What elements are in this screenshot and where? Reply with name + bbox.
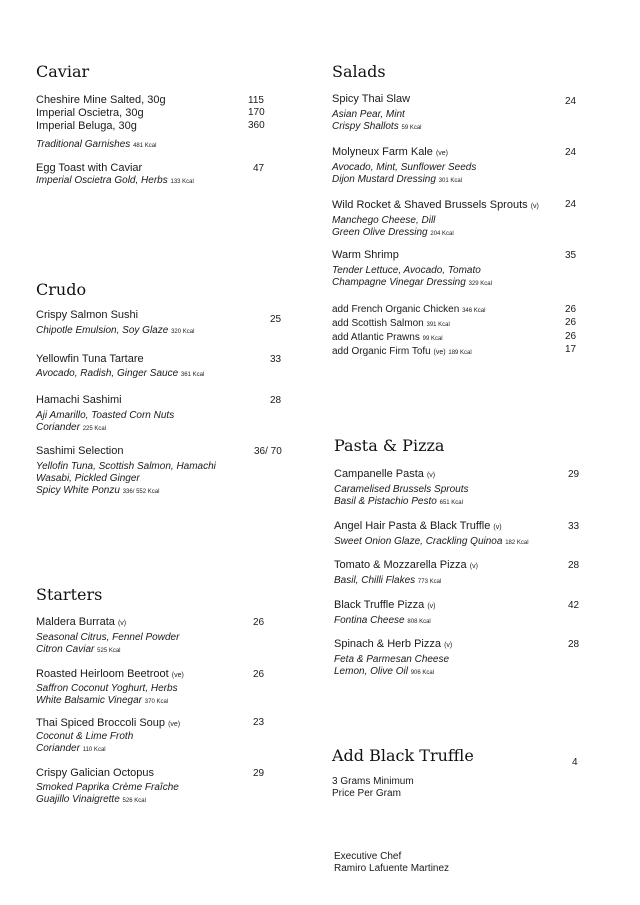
menu-item-desc: Spicy White Ponzu 336/ 552 Kcal xyxy=(36,485,160,496)
menu-item-desc: Dijon Mustard Dressing 301 Kcal xyxy=(332,174,463,185)
diet-tag: (ve) xyxy=(435,150,448,157)
kcal-label: 906 Kcal xyxy=(410,670,435,676)
menu-item-desc: Guajillo Vinaigrette 526 Kcal xyxy=(36,794,146,805)
addon-item: add Scottish Salmon 391 Kcal xyxy=(332,318,450,329)
kcal-label: 182 Kcal xyxy=(505,540,529,546)
menu-item-desc: Avocado, Mint, Sunflower Seeds xyxy=(332,162,477,173)
menu-item-name: Tomato & Mozzarella Pizza (v) xyxy=(334,559,478,571)
menu-item-desc: Crispy Shallots 59 Kcal xyxy=(332,121,422,132)
kcal-label: 773 Kcal xyxy=(417,579,442,585)
diet-tag: (v) xyxy=(493,524,502,531)
diet-tag: (v) xyxy=(117,620,127,627)
kcal-label: 329 Kcal xyxy=(468,281,492,287)
addon-price: 26 xyxy=(565,331,577,342)
addon-price: 26 xyxy=(565,304,577,315)
kcal-label: 320 Kcal xyxy=(171,329,195,335)
menu-item-price: 25 xyxy=(270,314,282,325)
menu-item-price: 24 xyxy=(565,147,577,158)
menu-item-desc: Sweet Onion Glaze, Crackling Quinoa 182 Kcal xyxy=(334,536,529,547)
caviar-item-price: 360 xyxy=(248,120,265,131)
menu-item-desc: Coconut & Lime Froth xyxy=(36,731,134,742)
diet-tag: (ve) xyxy=(168,721,181,728)
kcal-label: 189 Kcal xyxy=(448,350,472,356)
menu-item-price: 28 xyxy=(270,395,282,406)
menu-item-name: Angel Hair Pasta & Black Truffle (v) xyxy=(334,520,502,532)
menu-item-price: 26 xyxy=(253,669,265,680)
menu-item-desc: Citron Caviar 525 Kcal xyxy=(36,644,121,655)
addon-price: 17 xyxy=(565,344,577,355)
kcal-label: 204 Kcal xyxy=(430,231,454,237)
menu-item-desc: Avocado, Radish, Ginger Sauce 361 Kcal xyxy=(36,368,205,379)
menu-item-name: Yellowfin Tuna Tartare xyxy=(36,353,144,365)
menu-item-name: Spicy Thai Slaw xyxy=(332,93,411,105)
menu-item-desc: Champagne Vinegar Dressing 329 Kcal xyxy=(332,277,492,288)
menu-item-desc: Chipotle Emulsion, Soy Glaze 320 Kcal xyxy=(36,325,195,336)
kcal-label: 391 Kcal xyxy=(426,322,450,328)
egg-toast-name: Egg Toast with Caviar xyxy=(36,162,143,174)
caviar-garnish: Traditional Garnishes 481 Kcal xyxy=(36,139,157,150)
kcal-label: 808 Kcal xyxy=(407,619,431,625)
kcal-label: 525 Kcal xyxy=(97,648,121,654)
menu-item-desc: Caramelised Brussels Sprouts xyxy=(334,484,469,495)
menu-item-desc: Coriander 225 Kcal xyxy=(36,422,107,433)
caviar-heading: Caviar xyxy=(36,62,90,81)
chef-name: Ramiro Lafuente Martinez xyxy=(334,863,450,874)
kcal-label: 481 Kcal xyxy=(133,143,157,149)
diet-tag: (v) xyxy=(426,472,436,479)
menu-item-desc: Coriander 110 Kcal xyxy=(36,743,106,754)
diet-tag: (v) xyxy=(469,563,478,570)
diet-tag: (v) xyxy=(444,642,453,649)
menu-item-price: 29 xyxy=(253,768,265,779)
menu-item-desc: Basil & Pistachio Pesto 651 Kcal xyxy=(334,496,463,507)
menu-item-desc: Seasonal Citrus, Fennel Powder xyxy=(36,632,180,643)
menu-item-name: Thai Spiced Broccoli Soup (ve) xyxy=(36,717,181,729)
kcal-label: 301 Kcal xyxy=(438,178,463,184)
menu-item-price: 33 xyxy=(270,354,282,365)
menu-item-name: Spinach & Herb Pizza (v) xyxy=(334,638,453,650)
menu-item-desc: Basil, Chilli Flakes 773 Kcal xyxy=(334,575,442,586)
menu-item-price: 24 xyxy=(565,96,577,107)
kcal-label: 370 Kcal xyxy=(144,699,169,705)
kcal-label: 526 Kcal xyxy=(122,798,146,804)
menu-item-desc: Green Olive Dressing 204 Kcal xyxy=(332,227,454,238)
egg-toast-price: 47 xyxy=(253,163,265,174)
salads-heading: Salads xyxy=(332,62,386,81)
menu-item-desc: Smoked Paprika Crème Fraîche xyxy=(36,782,179,793)
menu-item-desc: Lemon, Olive Oil 906 Kcal xyxy=(334,666,435,677)
menu-item-price: 42 xyxy=(568,600,580,611)
menu-item-price: 36/ 70 xyxy=(254,446,282,457)
menu-item-desc: Tender Lettuce, Avocado, Tomato xyxy=(332,265,481,276)
caviar-item-name: Imperial Oscietra, 30g xyxy=(36,107,144,119)
caviar-item-name: Cheshire Mine Salted, 30g xyxy=(36,94,166,106)
kcal-label: 133 Kcal xyxy=(170,179,194,185)
menu-item-desc: Fontina Cheese 808 Kcal xyxy=(334,615,431,626)
menu-item-name: Campanelle Pasta (v) xyxy=(334,468,436,480)
menu-item-name: Crispy Galician Octopus xyxy=(36,767,154,779)
addon-item: add Organic Firm Tofu (ve) 189 Kcal xyxy=(332,346,472,357)
kcal-label: 225 Kcal xyxy=(82,426,107,432)
addon-item: add Atlantic Prawns 99 Kcal xyxy=(332,332,443,343)
truffle-price: 4 xyxy=(572,757,578,768)
caviar-item-price: 115 xyxy=(248,95,264,106)
kcal-label: 346 Kcal xyxy=(462,308,486,314)
menu-item-desc: White Balsamic Vinegar 370 Kcal xyxy=(36,695,169,706)
kcal-label: 110 Kcal xyxy=(82,747,106,753)
menu-item-price: 28 xyxy=(568,560,580,571)
menu-item-name: Roasted Heirloom Beetroot (ve) xyxy=(36,668,184,680)
menu-item-price: 24 xyxy=(565,199,577,210)
kcal-label: 99 Kcal xyxy=(422,336,443,342)
diet-tag: (v) xyxy=(530,203,539,210)
caviar-item-name: Imperial Beluga, 30g xyxy=(36,120,137,132)
menu-item-price: 28 xyxy=(568,639,580,650)
diet-tag: (ve) xyxy=(433,349,446,356)
menu-item-name: Maldera Burrata (v) xyxy=(36,616,127,628)
pasta-pizza-heading: Pasta & Pizza xyxy=(334,436,445,455)
menu-item-name: Wild Rocket & Shaved Brussels Sprouts (v) xyxy=(332,199,539,211)
menu-item-desc: Yellofin Tuna, Scottish Salmon, Hamachi xyxy=(36,461,216,472)
truffle-note: 3 Grams Minimum xyxy=(332,776,414,787)
menu-item-price: 35 xyxy=(565,250,577,261)
menu-item-name: Sashimi Selection xyxy=(36,445,124,457)
menu-item-desc: Saffron Coconut Yoghurt, Herbs xyxy=(36,683,178,694)
menu-item-price: 29 xyxy=(568,469,580,480)
egg-toast-desc: Imperial Oscietra Gold, Herbs 133 Kcal xyxy=(36,175,194,186)
menu-item-price: 23 xyxy=(253,717,265,728)
diet-tag: (ve) xyxy=(171,672,184,679)
kcal-label: 59 Kcal xyxy=(401,125,422,131)
menu-item-name: Hamachi Sashimi xyxy=(36,394,122,406)
menu-item-desc: Asian Pear, Mint xyxy=(332,109,405,120)
kcal-label: 361 Kcal xyxy=(180,372,205,378)
truffle-note: Price Per Gram xyxy=(332,788,401,799)
kcal-label: 651 Kcal xyxy=(439,500,463,506)
menu-item-desc: Feta & Parmesan Cheese xyxy=(334,654,450,665)
menu-item-desc: Wasabi, Pickled Ginger xyxy=(36,473,140,484)
crudo-heading: Crudo xyxy=(36,280,87,299)
menu-item-name: Black Truffle Pizza (v) xyxy=(334,599,436,611)
menu-item-price: 33 xyxy=(568,521,580,532)
menu-item-desc: Manchego Cheese, Dill xyxy=(332,215,436,226)
caviar-item-price: 170 xyxy=(248,107,265,118)
menu-item-name: Molyneux Farm Kale (ve) xyxy=(332,146,448,158)
chef-role: Executive Chef xyxy=(334,851,402,862)
addon-price: 26 xyxy=(565,317,577,328)
addon-item: add French Organic Chicken 346 Kcal xyxy=(332,304,486,315)
menu-item-name: Crispy Salmon Sushi xyxy=(36,309,139,321)
truffle-heading: Add Black Truffle xyxy=(332,746,474,765)
menu-item-name: Warm Shrimp xyxy=(332,249,399,261)
kcal-label: 336/ 552 Kcal xyxy=(122,489,160,495)
diet-tag: (v) xyxy=(427,603,436,610)
starters-heading: Starters xyxy=(36,585,103,604)
menu-item-desc: Aji Amarillo, Toasted Corn Nuts xyxy=(36,410,175,421)
menu-item-price: 26 xyxy=(253,617,265,628)
